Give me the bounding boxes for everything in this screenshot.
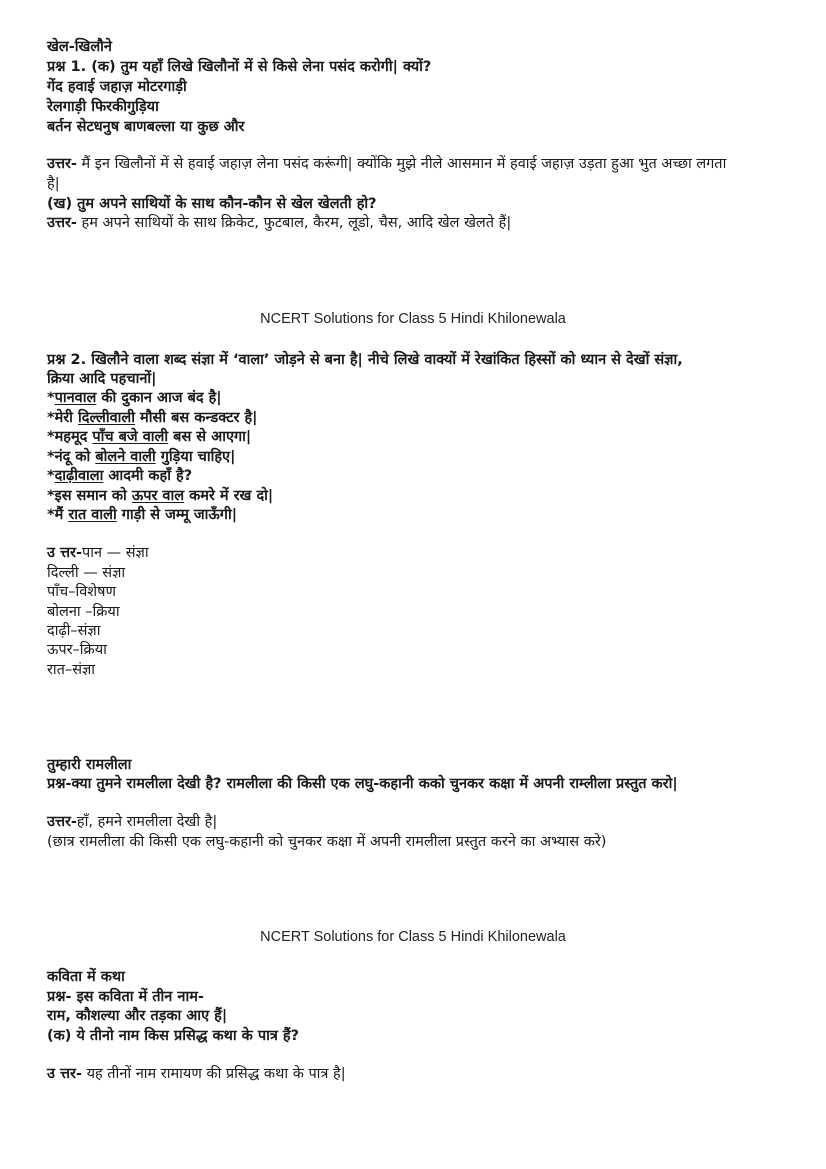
list-item xyxy=(47,409,257,429)
item-suffix: गाड़ी से जम्मू जाऊँगी| xyxy=(116,507,238,523)
section-title-khel-khilone: खेल-खिलौने xyxy=(47,39,112,55)
answer-1a-cont: है| xyxy=(47,176,60,192)
answer-label: उ त्तर- xyxy=(47,545,82,561)
item-suffix: कमरे में रख दो| xyxy=(184,488,274,504)
toys-line-1: गेंद हवाई जहाज़ मोटरगाड़ी xyxy=(47,79,187,95)
answer-text: हम अपने साथियों के साथ क्रिकेट, फुटबाल, कैरम, लूडो, चैस, आदि खेल खेलते हैं| xyxy=(76,215,512,231)
item-prefix: *इस समान को xyxy=(47,488,132,504)
question-2-line-2: क्रिया आदि पहचानों| xyxy=(47,371,157,387)
underlined-phrase: बोलने वाली xyxy=(95,449,156,465)
answer-text: मैं इन खिलौनों में से हवाई जहाज़ लेना पसंद करूंगी| क्योंकि मुझे नीले आसमान में हवाई जहाज़ उड़ता हुआ भुत अच्छा लगता xyxy=(76,156,727,172)
item-suffix: आदमी कहाँ है? xyxy=(103,468,193,484)
answer-item: दिल्ली — संज्ञा xyxy=(47,565,126,581)
item-suffix: मौसी बस कन्डक्टर है| xyxy=(135,410,258,426)
answer-item: ऊपर–क्रिया xyxy=(47,642,107,658)
footer-title-1: NCERT Solutions for Class 5 Hindi Khilonewala xyxy=(260,311,566,327)
item-prefix: *महमूद xyxy=(47,429,93,445)
item-prefix: * xyxy=(47,390,55,406)
answer-item: रात–संज्ञा xyxy=(47,662,96,678)
answer-kavita xyxy=(47,1065,346,1085)
question-kavita-line-3: (क) ये तीनो नाम किस प्रसिद्ध कथा के पात्र हैं? xyxy=(47,1028,300,1044)
answer-ramleela xyxy=(47,813,217,833)
item-suffix: बस से आएगा| xyxy=(168,429,252,445)
question-2-line-1: प्रश्न 2. खिलौने वाला शब्द संज्ञा में ‘वाला’ जोड़ने से बना है| नीचे लिखे वाक्यों में रेखांकित हिस्सों को ध्यान से देखों संज्ञा, xyxy=(47,352,683,368)
item-suffix: की दुकान आज बंद है| xyxy=(96,390,222,406)
list-item xyxy=(47,428,251,448)
answer-note: (छात्र रामलीला की किसी एक लघु-कहानी को चुनकर कक्षा में अपनी रामलीला प्रस्तुत करने का अभ्यास करे) xyxy=(47,834,607,850)
question-kavita-line-2: राम, कौशल्या और तड़का आए हैं| xyxy=(47,1008,228,1024)
underlined-phrase: दाढ़ीवाला xyxy=(54,468,104,484)
answer-label: उत्तर- xyxy=(47,814,77,830)
underlined-phrase: पाँच बजे वाली xyxy=(92,429,169,445)
answer-label: उत्तर- xyxy=(47,215,77,231)
item-prefix: *मेरी xyxy=(47,410,78,426)
underlined-phrase: दिल्लीवाली xyxy=(78,410,135,426)
list-item xyxy=(47,448,235,468)
footer-title-2: NCERT Solutions for Class 5 Hindi Khilonewala xyxy=(260,929,566,945)
answer-2-row xyxy=(47,544,149,564)
item-prefix: * xyxy=(47,468,55,484)
list-item xyxy=(47,389,222,409)
question-kavita-line-1: प्रश्न- इस कविता में तीन नाम- xyxy=(47,989,204,1005)
answer-text: हाँ, हमने रामलीला देखी है| xyxy=(76,814,218,830)
answer-item: बोलना –क्रिया xyxy=(47,604,120,620)
underlined-phrase: ऊपर वाल xyxy=(131,488,185,504)
toys-line-3: बर्तन सेटधनुष बाणबल्ला या कुछ और xyxy=(47,119,245,135)
list-item xyxy=(47,506,237,526)
item-suffix: गुड़िया चाहिए| xyxy=(155,449,236,465)
question-1a: प्रश्न 1. (क) तुम यहाँ लिखे खिलौनों में से किसे लेना पसंद करोगी| क्यों? xyxy=(47,59,432,75)
answer-text: यह तीनों नाम रामायण की प्रसिद्ध कथा के पात्र है| xyxy=(81,1066,346,1082)
answer-item: दाढ़ी–संज्ञा xyxy=(47,623,101,639)
list-item xyxy=(47,467,192,487)
answer-item: पाँच–विशेषण xyxy=(47,584,116,600)
list-item xyxy=(47,487,273,507)
answer-1a xyxy=(47,155,726,175)
item-prefix: *मैं xyxy=(47,507,69,523)
answer-item: पान — संज्ञा xyxy=(81,545,149,561)
answer-1b xyxy=(47,214,511,234)
question-ramleela: प्रश्न-क्या तुमने रामलीला देखी है? रामलीला की किसी एक लघु-कहानी कको चुनकर कक्षा में अपनी राम्लीला प्रस्तुत करो| xyxy=(47,776,678,792)
answer-label: उ त्तर- xyxy=(47,1066,82,1082)
item-prefix: *नंदू को xyxy=(47,449,96,465)
section-title-ramleela: तुम्हारी रामलीला xyxy=(47,757,132,773)
underlined-phrase: रात वाली xyxy=(68,507,117,523)
answer-label: उत्तर- xyxy=(47,156,77,172)
question-1b: (ख) तुम अपने साथियों के साथ कौन-कौन से खेल खेलती हो? xyxy=(47,196,377,212)
underlined-phrase: पानवाल xyxy=(54,390,97,406)
section-title-kavita: कविता में कथा xyxy=(47,969,125,985)
toys-line-2: रेलगाड़ी फिरकीगुड़िया xyxy=(47,99,159,115)
